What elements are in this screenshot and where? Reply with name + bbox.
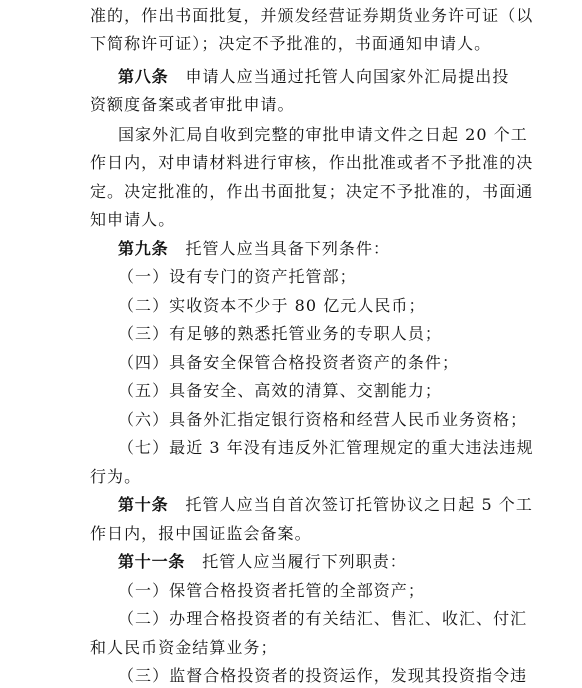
text-line: 准的，作出书面批复，并颁发经营证券期货业务许可证（以: [90, 6, 534, 25]
text-line: 资额度备案或者审批申请。: [90, 95, 295, 114]
article-heading: 第九条: [118, 239, 169, 258]
text-line: 国家外汇局自收到完整的审批申请文件之日起 20 个工: [118, 125, 528, 144]
article-8-line: 第八条 申请人应当通过托管人向国家外汇局提出投: [118, 67, 510, 86]
list-item: （四）具备安全保管合格投资者资产的条件；: [118, 353, 460, 372]
article-9-line: 第九条 托管人应当具备下列条件：: [118, 239, 391, 258]
text-line: 作日内，报中国证监会备案。: [90, 524, 312, 543]
article-heading: 第十一条: [118, 552, 186, 571]
list-item: （六）具备外汇指定银行资格和经营人民币业务资格；: [118, 410, 528, 429]
article-11-line: 第十一条 托管人应当履行下列职责：: [118, 552, 407, 571]
list-item: （二）实收资本不少于 80 亿元人民币；: [118, 296, 426, 315]
text-line: 作日内，对申请材料进行审核，作出批准或者不予批准的决: [90, 153, 534, 172]
list-item: （一）保管合格投资者托管的全部资产；: [118, 581, 425, 600]
text-line: 知申请人。: [90, 210, 176, 229]
list-item: （一）设有专门的资产托管部；: [118, 267, 357, 286]
list-item: （五）具备安全、高效的清算、交割能力；: [118, 381, 442, 400]
list-item: （三）有足够的熟悉托管业务的专职人员；: [118, 324, 442, 343]
text-line: 和人民币资金结算业务；: [90, 638, 278, 657]
article-10-line: 第十条 托管人应当自首次签订托管协议之日起 5 个工: [118, 495, 533, 514]
text-line: 行为。: [90, 467, 142, 486]
article-heading: 第十条: [118, 495, 169, 514]
text-line: 定。决定批准的，作出书面批复；决定不予批准的，书面通: [90, 182, 534, 201]
list-item: （七）最近 3 年没有违反外汇管理规定的重大违法违规: [118, 438, 534, 457]
list-item: （二）办理合格投资者的有关结汇、售汇、收汇、付汇: [118, 609, 528, 628]
article-heading: 第八条: [118, 67, 169, 86]
text-line: 下简称许可证）；决定不予批准的，书面通知申请人。: [90, 34, 492, 53]
list-item: （三）监督合格投资者的投资运作，发现其投资指令违: [118, 666, 528, 685]
